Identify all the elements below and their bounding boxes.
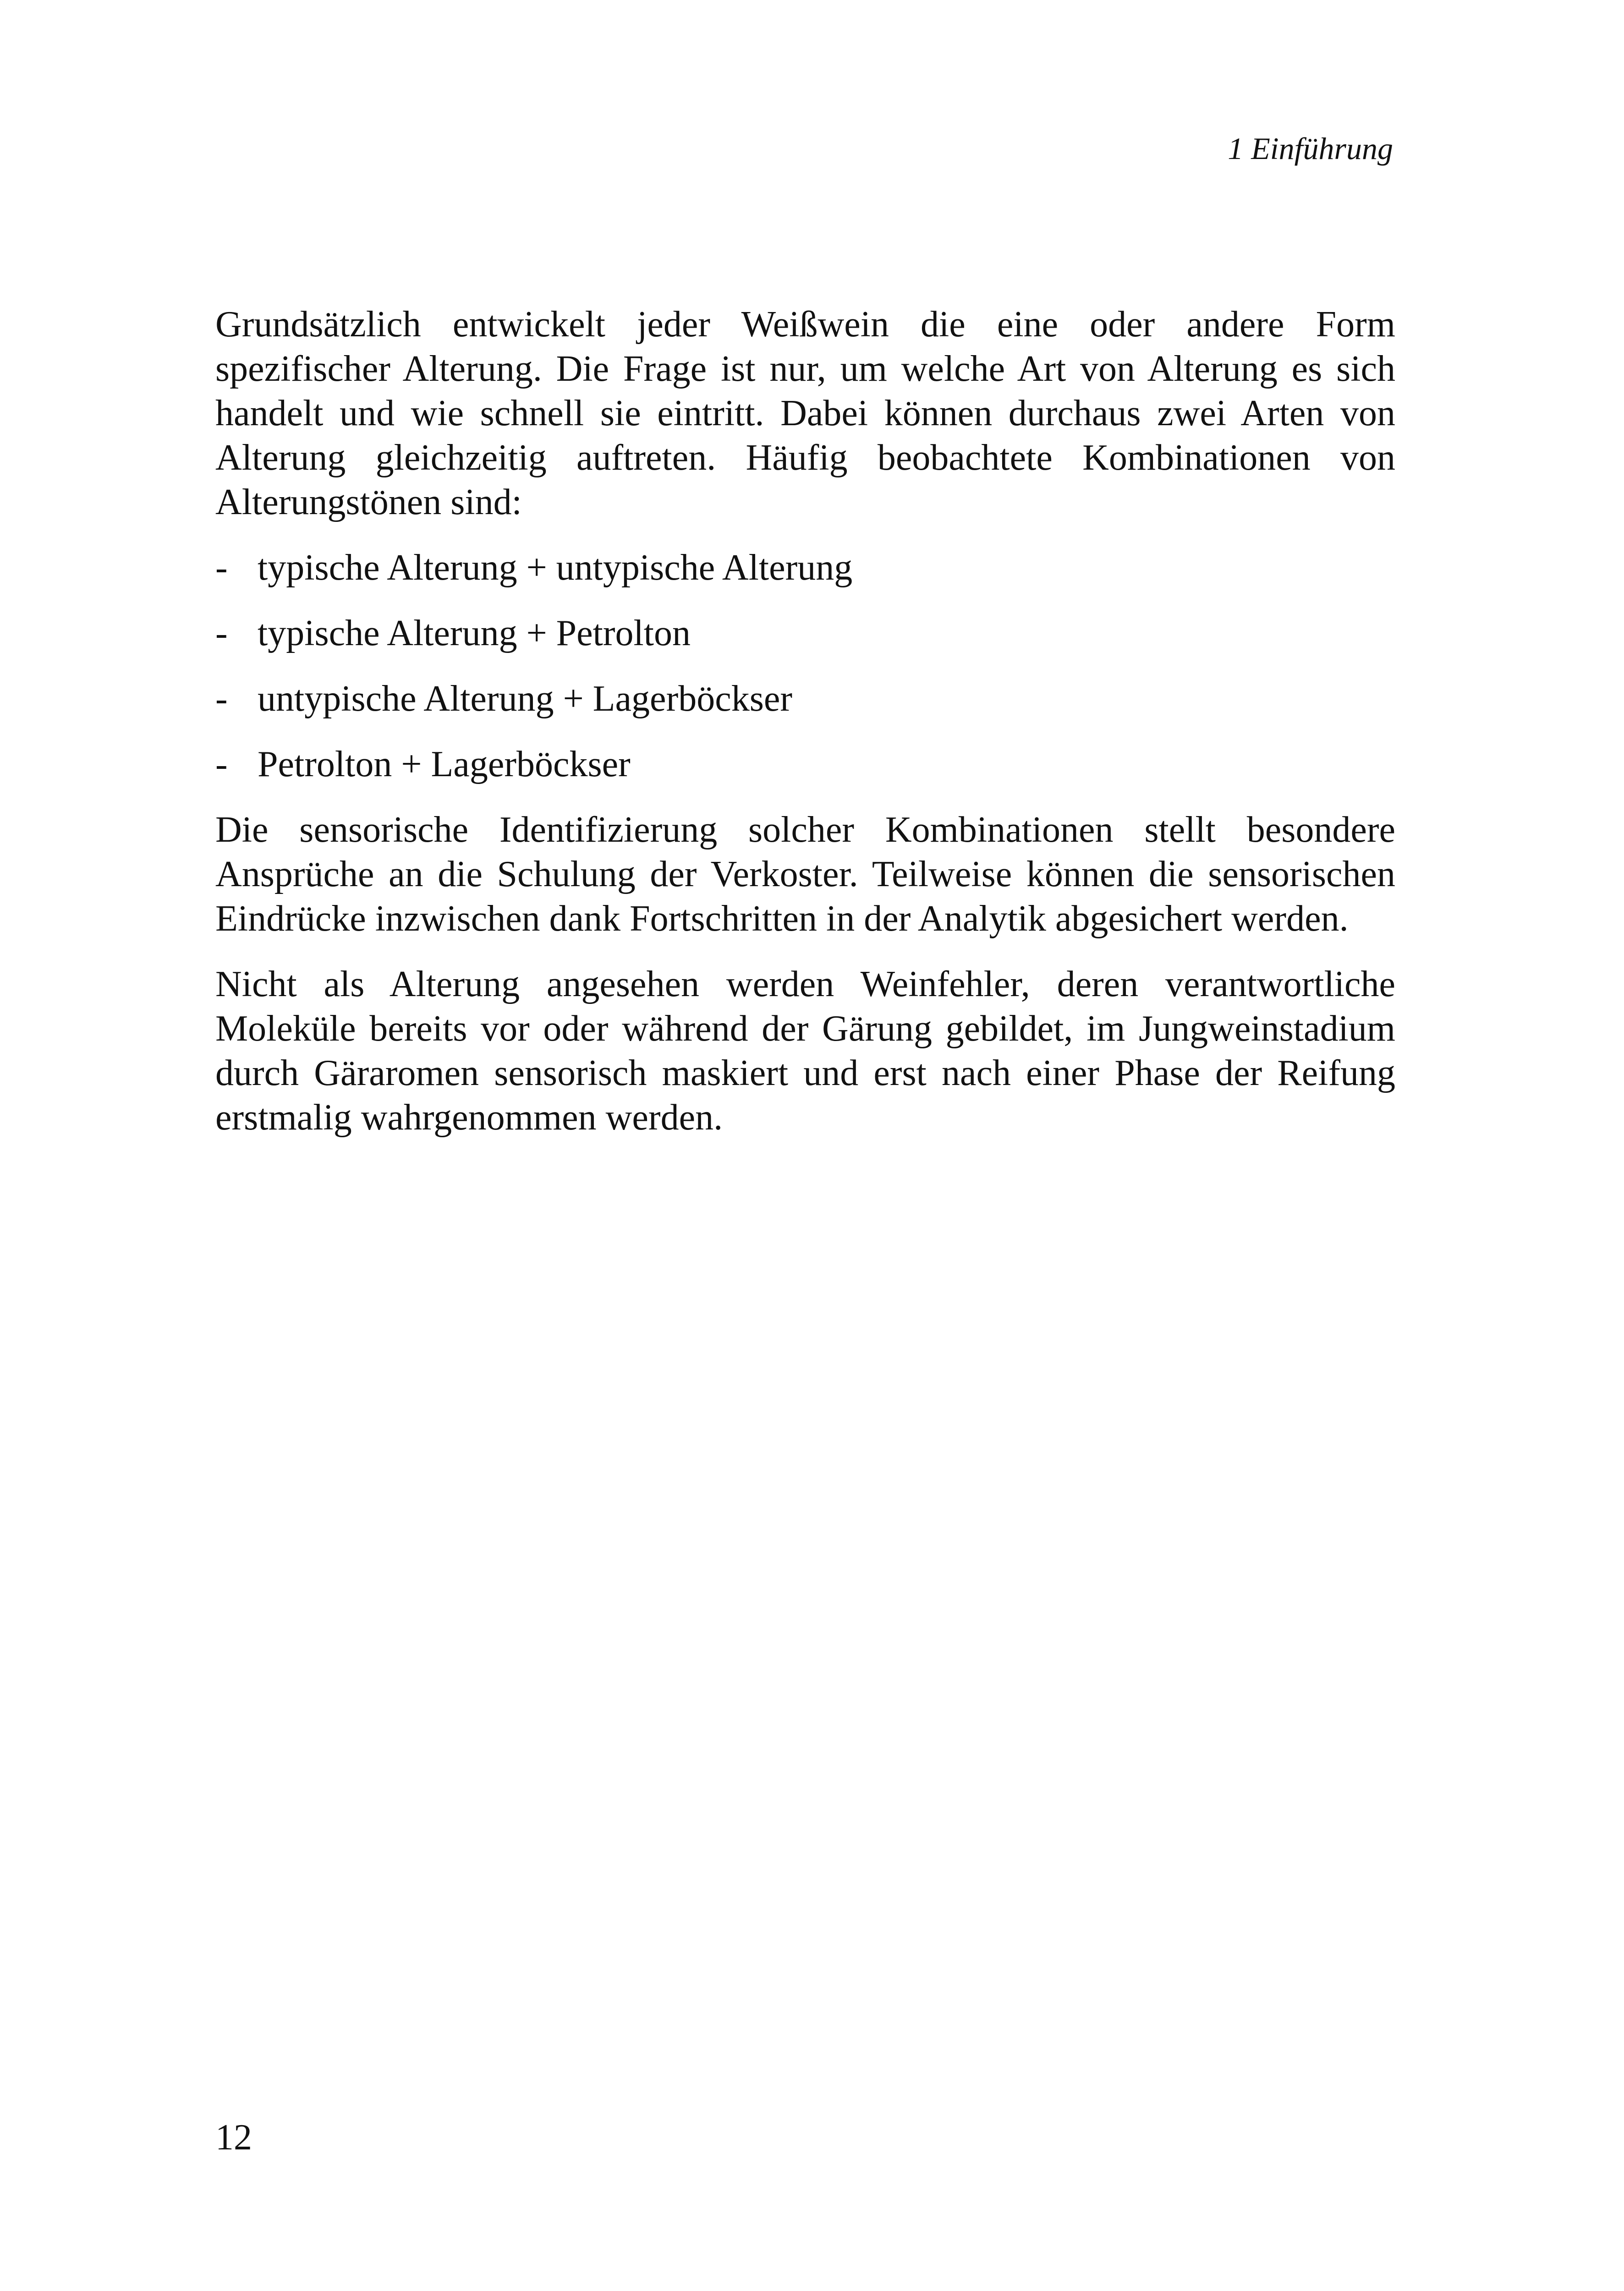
list-dash: - bbox=[215, 679, 228, 719]
list-dash: - bbox=[215, 613, 228, 653]
aging-combinations-list bbox=[215, 546, 1395, 787]
running-header: 1 Einführung bbox=[1228, 131, 1393, 166]
list-item bbox=[215, 546, 1395, 590]
page-number: 12 bbox=[215, 2117, 252, 2158]
list-dash: - bbox=[215, 548, 228, 588]
list-item-text: untypische Alterung + Lagerböckser bbox=[258, 679, 792, 719]
paragraph-wine-faults: Nicht als Alterung angesehen werden Weinfehler, deren verantwortliche Moleküle bereits vor oder während der Gärung gebildet, im Jungweinstadium durch Gäraromen sensorisch maskiert und erst nach einer Phase der Reifung erstmalig wahrgenommen werden. bbox=[215, 964, 1395, 1138]
list-item bbox=[215, 742, 1395, 787]
list-item-text: Petrolton + Lagerböckser bbox=[258, 744, 631, 784]
list-item-text: typische Alterung + untypische Alterung bbox=[258, 548, 853, 588]
list-item bbox=[215, 611, 1395, 656]
paragraph-sensory-identification: Die sensorische Identifizierung solcher Kombinationen stellt besondere Ansprüche an die Schulung der Verkoster. Teilweise können die sensorischen Eindrücke inzwischen dank Fortschritten in der Analytik abgesichert werden. bbox=[215, 810, 1395, 939]
list-dash: - bbox=[215, 744, 228, 784]
paragraph-aging-intro: Grundsätzlich entwickelt jeder Weißwein die eine oder andere Form spezifischer Alterung. Die Frage ist nur, um welche Art von Alterung es sich handelt und wie schnell sie eintritt. Dabei können durchaus zwei Arten von Alterung gleichzeitig auftreten. Häufig beobachtete Kombinationen von Alterungstönen sind: bbox=[215, 304, 1395, 522]
list-item bbox=[215, 677, 1395, 721]
page-body bbox=[215, 302, 1395, 1140]
list-item-text: typische Alterung + Petrolton bbox=[258, 613, 691, 653]
